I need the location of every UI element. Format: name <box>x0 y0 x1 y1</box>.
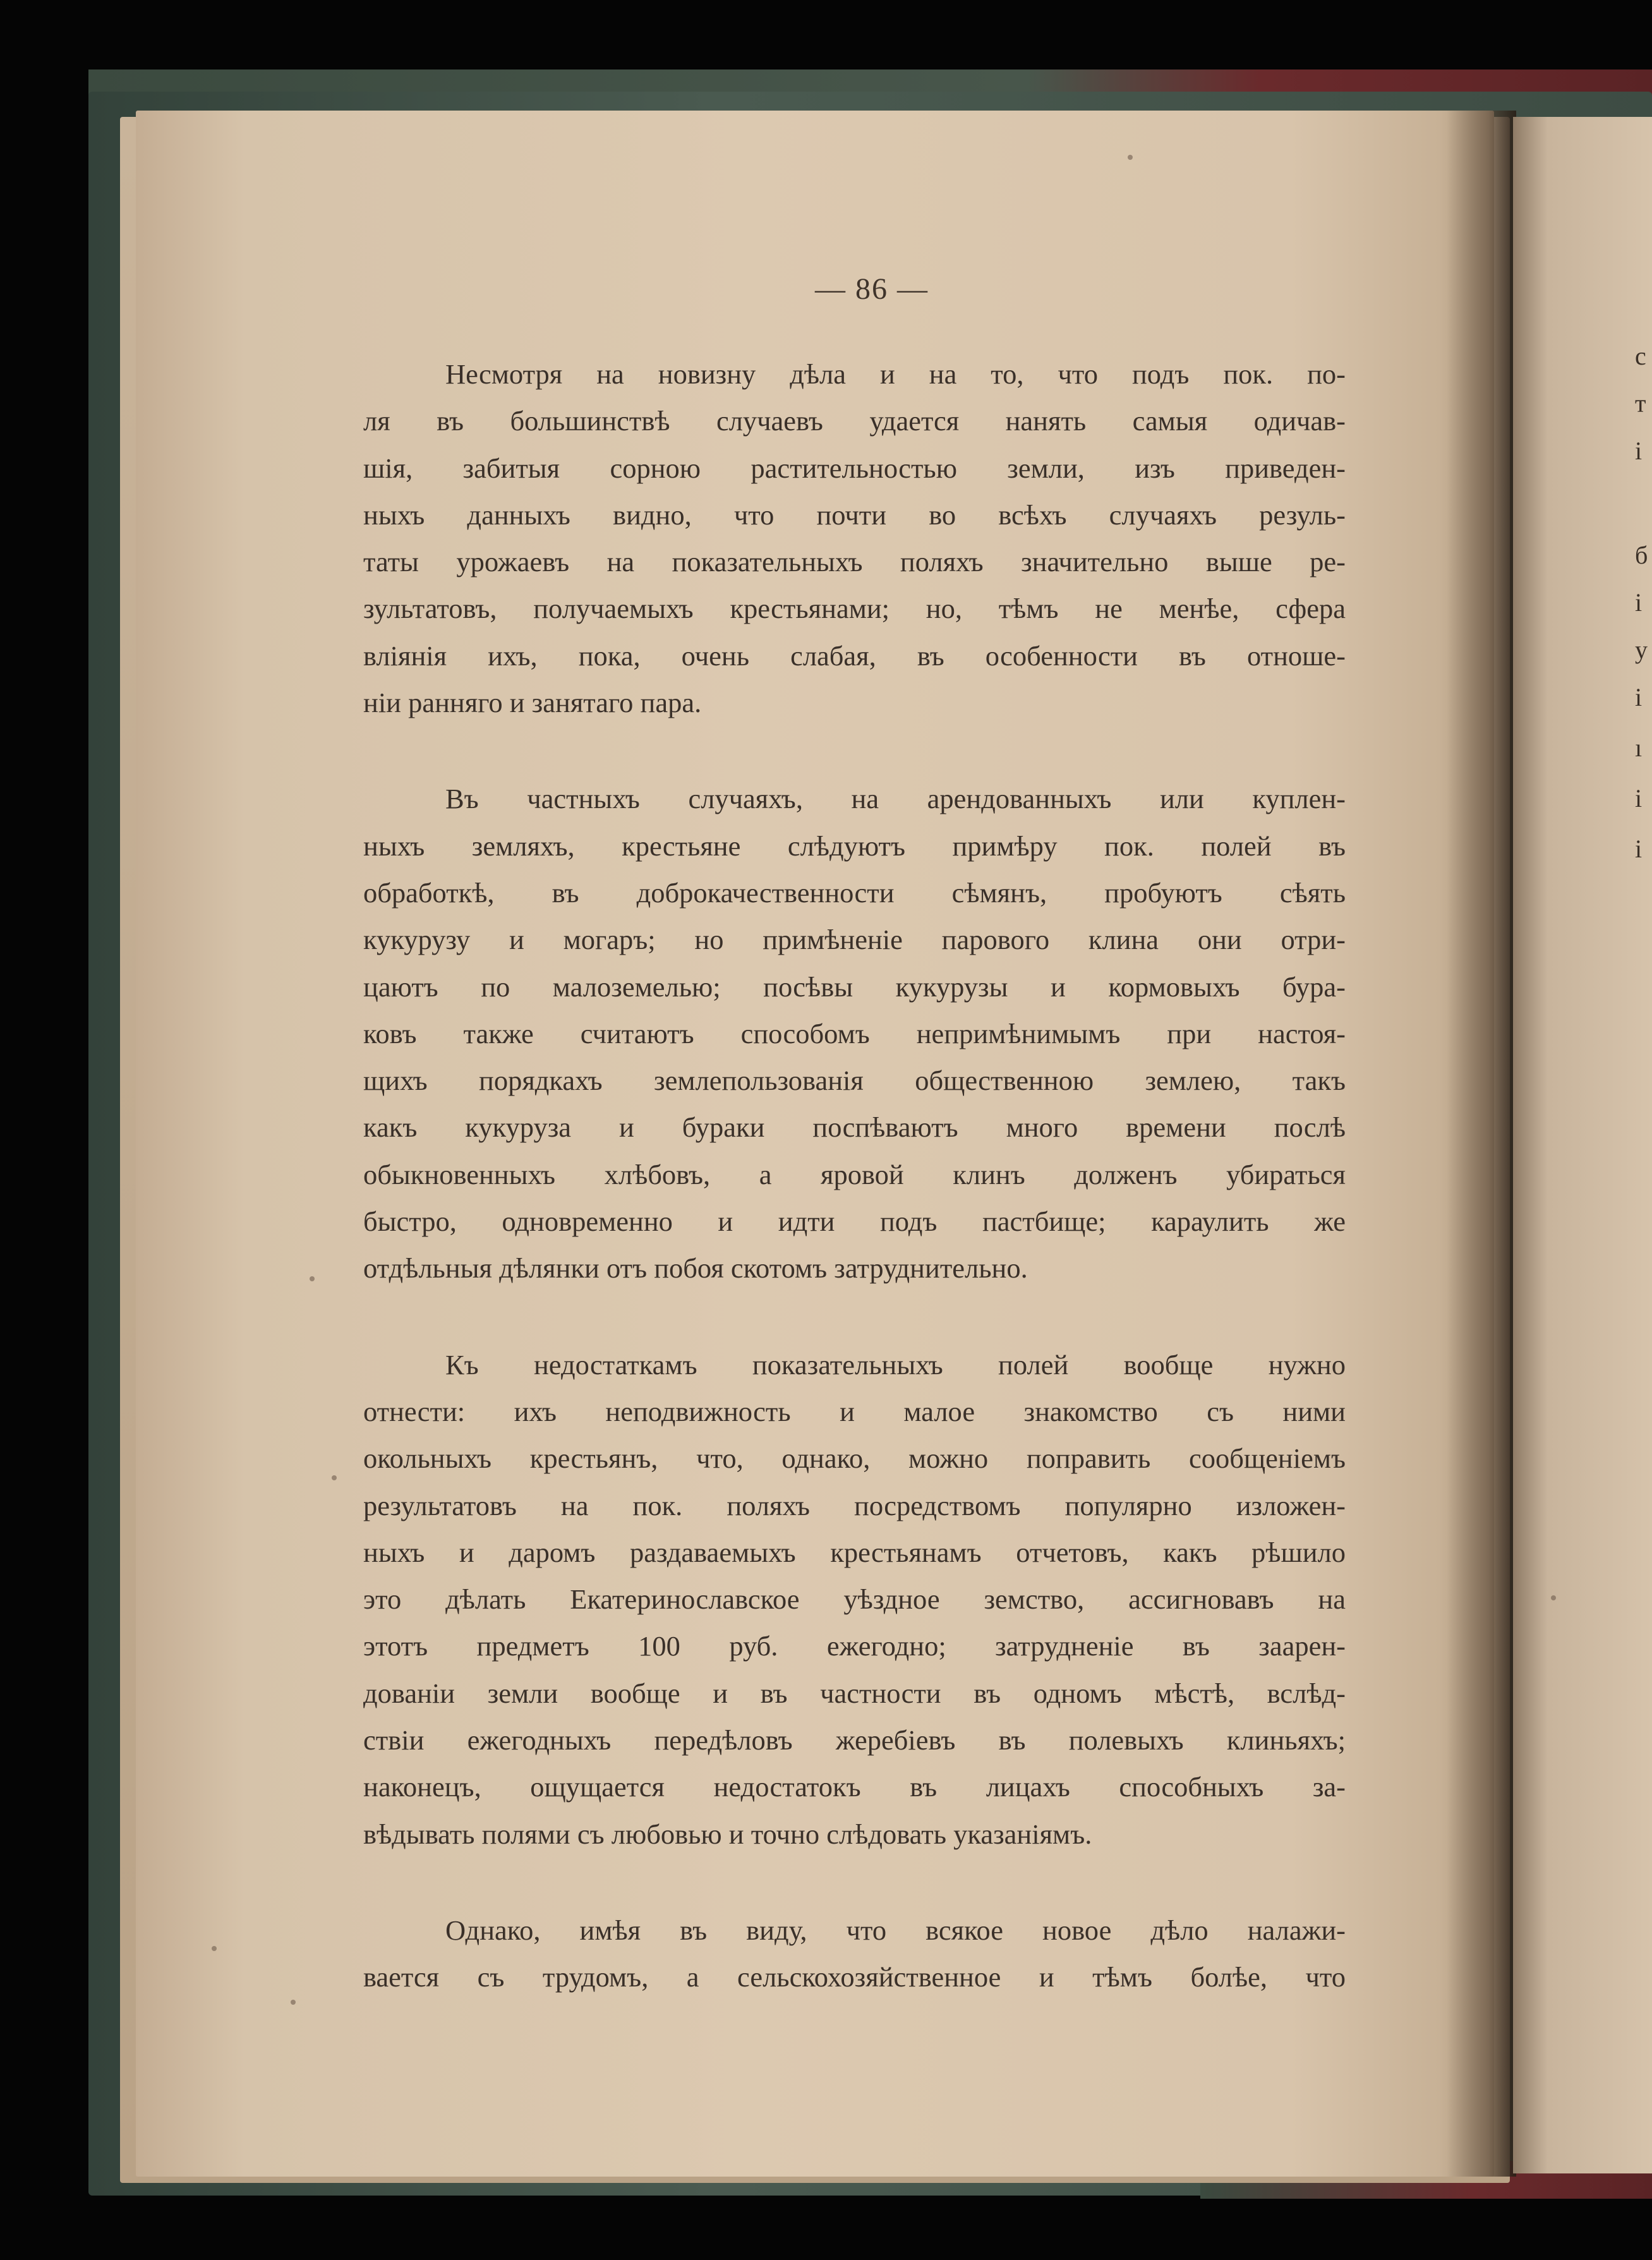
text-line: этотъ предметъ 100 руб. ежегодно; затрудненіе въ заарен- <box>363 1630 1346 1662</box>
text-line: окольныхъ крестьянъ, что, однако, можно поправить сообщеніемъ <box>363 1442 1346 1475</box>
text-line: ствіи ежегодныхъ передѣловъ жеребіевъ въ полевыхъ клиньяхъ; <box>363 1724 1346 1756</box>
facing-fragment: і <box>1635 588 1643 617</box>
facing-page <box>1513 117 1652 2173</box>
facing-fragment: б <box>1635 541 1648 569</box>
facing-fragment: с <box>1635 342 1646 370</box>
facing-page-text-fragments <box>1635 0 1652 2260</box>
paper-speck <box>310 1276 315 1281</box>
text-line: Однако, имѣя въ виду, что всякое новое дѣло налажи- <box>445 1914 1346 1946</box>
text-line: наконецъ, ощущается недостатокъ въ лицахъ способныхъ за- <box>363 1771 1346 1803</box>
text-line: Въ частныхъ случаяхъ, на арендованныхъ или куплен- <box>445 783 1346 815</box>
text-line: ля въ большинствѣ случаевъ удается нанять самыя одичав- <box>363 405 1346 437</box>
text-line: щихъ порядкахъ землепользованія общественною землею, такъ <box>363 1065 1346 1097</box>
paper-speck <box>1128 155 1133 160</box>
facing-fragment: т <box>1635 389 1646 418</box>
text-line: Несмотря на новизну дѣла и на то, что подъ пок. по- <box>445 358 1346 390</box>
text-line: какъ кукуруза и бураки поспѣваютъ много времени послѣ <box>363 1111 1346 1144</box>
facing-fragment: у <box>1635 636 1648 664</box>
text-line: ніи ранняго и занятаго пара. <box>363 687 702 719</box>
text-line: таты урожаевъ на показательныхъ поляхъ значительно выше ре- <box>363 546 1346 578</box>
text-line: шія, забитыя сорною растительностью земли, изъ приведен- <box>363 452 1346 484</box>
text-line: ныхъ земляхъ, крестьяне слѣдуютъ примѣру пок. полей въ <box>363 830 1346 862</box>
paragraph-1 <box>363 351 1346 726</box>
facing-fragment: ı <box>1635 734 1643 762</box>
facing-fragment: і <box>1635 835 1643 863</box>
paper-speck <box>291 2000 296 2005</box>
text-line: обыкновенныхъ хлѣбовъ, а яровой клинъ долженъ убираться <box>363 1158 1346 1190</box>
text-line: Къ недостаткамъ показательныхъ полей вообще нужно <box>445 1348 1346 1381</box>
paragraph-2 <box>363 775 1346 1291</box>
text-line: вается съ трудомъ, а сельскохозяйственное и тѣмъ болѣе, что <box>363 1961 1346 1993</box>
text-line: дованіи земли вообще и въ частности въ одномъ мѣстѣ, вслѣд- <box>363 1677 1346 1709</box>
text-line: обработкѣ, въ доброкачественности сѣмянъ, пробуютъ сѣять <box>363 876 1346 909</box>
text-line: зультатовъ, получаемыхъ крестьянами; но, тѣмъ не менѣе, сфера <box>363 593 1346 625</box>
text-line: это дѣлать Екатеринославское уѣздное земство, ассигновавъ на <box>363 1583 1346 1616</box>
page-gutter <box>1447 111 1516 2177</box>
text-line: кукурузу и могаръ; но примѣненіе парового клина они отри- <box>363 924 1346 956</box>
text-line: вліянія ихъ, пока, очень слабая, въ особенности въ отноше- <box>363 639 1346 672</box>
facing-fragment: і <box>1635 683 1643 711</box>
page-body-text <box>363 351 1346 2050</box>
text-line: ныхъ и даромъ раздаваемыхъ крестьянамъ отчетовъ, какъ рѣшило <box>363 1536 1346 1568</box>
paragraph-3 <box>363 1341 1346 1858</box>
paragraph-4 <box>363 1907 1346 2001</box>
facing-fragment: і <box>1635 784 1643 813</box>
text-line: цаютъ по малоземелью; посѣвы кукурузы и кормовыхъ бура- <box>363 970 1346 1003</box>
text-line: ныхъ данныхъ видно, что почти во всѣхъ случаяхъ резуль- <box>363 499 1346 531</box>
facing-fragment: і <box>1635 437 1643 465</box>
text-line: отдѣльныя дѣлянки отъ побоя скотомъ затруднительно. <box>363 1252 1028 1284</box>
page-number: — 86 — <box>815 272 929 306</box>
text-line: отнести: ихъ неподвижность и малое знакомство съ ними <box>363 1395 1346 1427</box>
text-line: вѣдывать полями съ любовью и точно слѣдовать указаніямъ. <box>363 1818 1092 1850</box>
paper-speck <box>1551 1595 1556 1600</box>
text-line: быстро, одновременно и идти подъ пастбище; караулить же <box>363 1206 1346 1238</box>
paper-speck <box>212 1946 217 1951</box>
text-line: результатовъ на пок. поляхъ посредствомъ популярно изложен- <box>363 1489 1346 1521</box>
paper-speck <box>332 1475 337 1480</box>
text-line: ковъ также считаютъ способомъ непримѣнимымъ при настоя- <box>363 1017 1346 1049</box>
